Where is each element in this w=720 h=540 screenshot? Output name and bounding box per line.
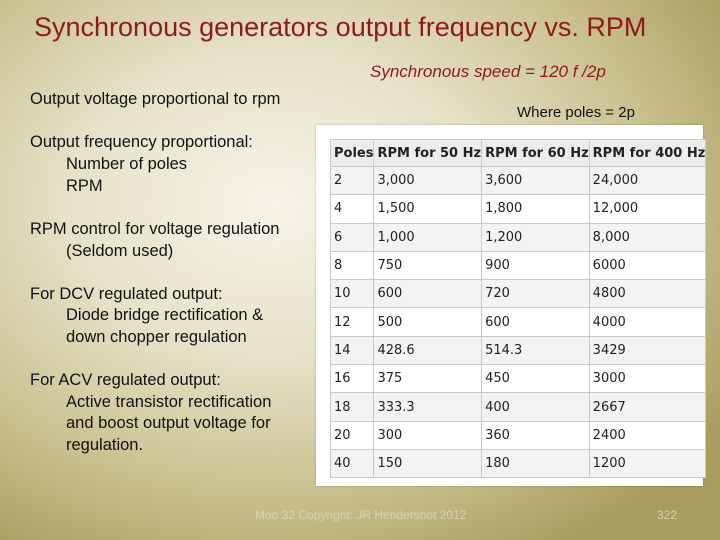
rpm-table [330, 139, 706, 478]
cell-rpm-50hz: 1,500 [374, 195, 482, 223]
cell-rpm-60hz: 514.3 [482, 336, 590, 364]
cell-rpm-400hz: 4800 [589, 280, 706, 308]
cell-poles: 20 [331, 421, 374, 449]
cell-rpm-60hz: 720 [482, 280, 590, 308]
cell-poles: 6 [331, 223, 374, 251]
bullet-dcv-output: For DCV regulated output: [30, 285, 223, 303]
cell-poles: 16 [331, 365, 374, 393]
cell-rpm-50hz: 3,000 [374, 167, 482, 195]
cell-rpm-400hz: 3000 [589, 365, 706, 393]
cell-poles: 2 [331, 167, 374, 195]
cell-rpm-400hz: 2400 [589, 421, 706, 449]
sub-bullet-active-transistor: Active transistor rectification [66, 393, 272, 411]
table-row [331, 421, 706, 449]
rpm-table-panel [316, 125, 706, 486]
cell-rpm-400hz: 3429 [589, 336, 706, 364]
cell-rpm-400hz: 12,000 [589, 195, 706, 223]
cell-rpm-400hz: 6000 [589, 251, 706, 279]
poles-note: Where poles = 2p [517, 104, 635, 121]
cell-rpm-50hz: 500 [374, 308, 482, 336]
sub-bullet-diode-bridge: Diode bridge rectification & [66, 306, 264, 324]
cell-rpm-400hz: 2667 [589, 393, 706, 421]
table-row [331, 393, 706, 421]
cell-rpm-50hz: 428.6 [374, 336, 482, 364]
sub-bullet-regulation: regulation. [66, 436, 144, 454]
cell-rpm-400hz: 1200 [589, 449, 706, 477]
header-rpm-400hz: RPM for 400 Hz [589, 140, 706, 167]
cell-poles: 12 [331, 308, 374, 336]
cell-poles: 4 [331, 195, 374, 223]
page-number: 322 [657, 508, 678, 522]
cell-rpm-60hz: 900 [482, 251, 590, 279]
cell-rpm-50hz: 375 [374, 365, 482, 393]
cell-rpm-50hz: 1,000 [374, 223, 482, 251]
cell-rpm-60hz: 180 [482, 449, 590, 477]
cell-poles: 10 [331, 280, 374, 308]
header-rpm-50hz: RPM for 50 Hz [374, 140, 482, 167]
cell-poles: 40 [331, 449, 374, 477]
bullet-output-frequency: Output frequency proportional: [30, 133, 253, 151]
cell-rpm-60hz: 400 [482, 393, 590, 421]
table-row [331, 280, 706, 308]
cell-poles: 14 [331, 336, 374, 364]
sub-bullet-number-of-poles: Number of poles [66, 155, 188, 173]
table-row [331, 365, 706, 393]
cell-rpm-50hz: 750 [374, 251, 482, 279]
slide-title: Synchronous generators output frequency vs. RPM [34, 12, 647, 42]
sub-bullet-down-chopper: down chopper regulation [66, 328, 247, 346]
cell-rpm-60hz: 3,600 [482, 167, 590, 195]
cell-rpm-60hz: 1,200 [482, 223, 590, 251]
synchronous-speed-formula: Synchronous speed = 120 f /2p [370, 62, 606, 81]
copyright-footer: Mod 32 Copyright: JR Hendershot 2012 [255, 508, 467, 522]
table-header-row [331, 140, 706, 167]
bullet-acv-output: For ACV regulated output: [30, 371, 221, 389]
table-row [331, 336, 706, 364]
table-row [331, 195, 706, 223]
bullet-output-voltage: Output voltage proportional to rpm [30, 90, 281, 108]
cell-rpm-60hz: 600 [482, 308, 590, 336]
sub-bullet-rpm: RPM [66, 177, 103, 195]
cell-rpm-50hz: 150 [374, 449, 482, 477]
cell-poles: 8 [331, 251, 374, 279]
header-rpm-60hz: RPM for 60 Hz [482, 140, 590, 167]
cell-poles: 18 [331, 393, 374, 421]
bullet-rpm-control: RPM control for voltage regulation [30, 220, 280, 238]
table-row [331, 223, 706, 251]
table-row [331, 251, 706, 279]
cell-rpm-60hz: 360 [482, 421, 590, 449]
cell-rpm-400hz: 4000 [589, 308, 706, 336]
sub-bullet-seldom-used: (Seldom used) [66, 242, 174, 260]
table-row [331, 449, 706, 477]
cell-rpm-60hz: 1,800 [482, 195, 590, 223]
sub-bullet-boost-output: and boost output voltage for [66, 414, 271, 432]
cell-rpm-60hz: 450 [482, 365, 590, 393]
cell-rpm-400hz: 24,000 [589, 167, 706, 195]
cell-rpm-50hz: 300 [374, 421, 482, 449]
table-row [331, 308, 706, 336]
cell-rpm-400hz: 8,000 [589, 223, 706, 251]
cell-rpm-50hz: 333.3 [374, 393, 482, 421]
table-row [331, 167, 706, 195]
header-poles: Poles [331, 140, 374, 167]
cell-rpm-50hz: 600 [374, 280, 482, 308]
